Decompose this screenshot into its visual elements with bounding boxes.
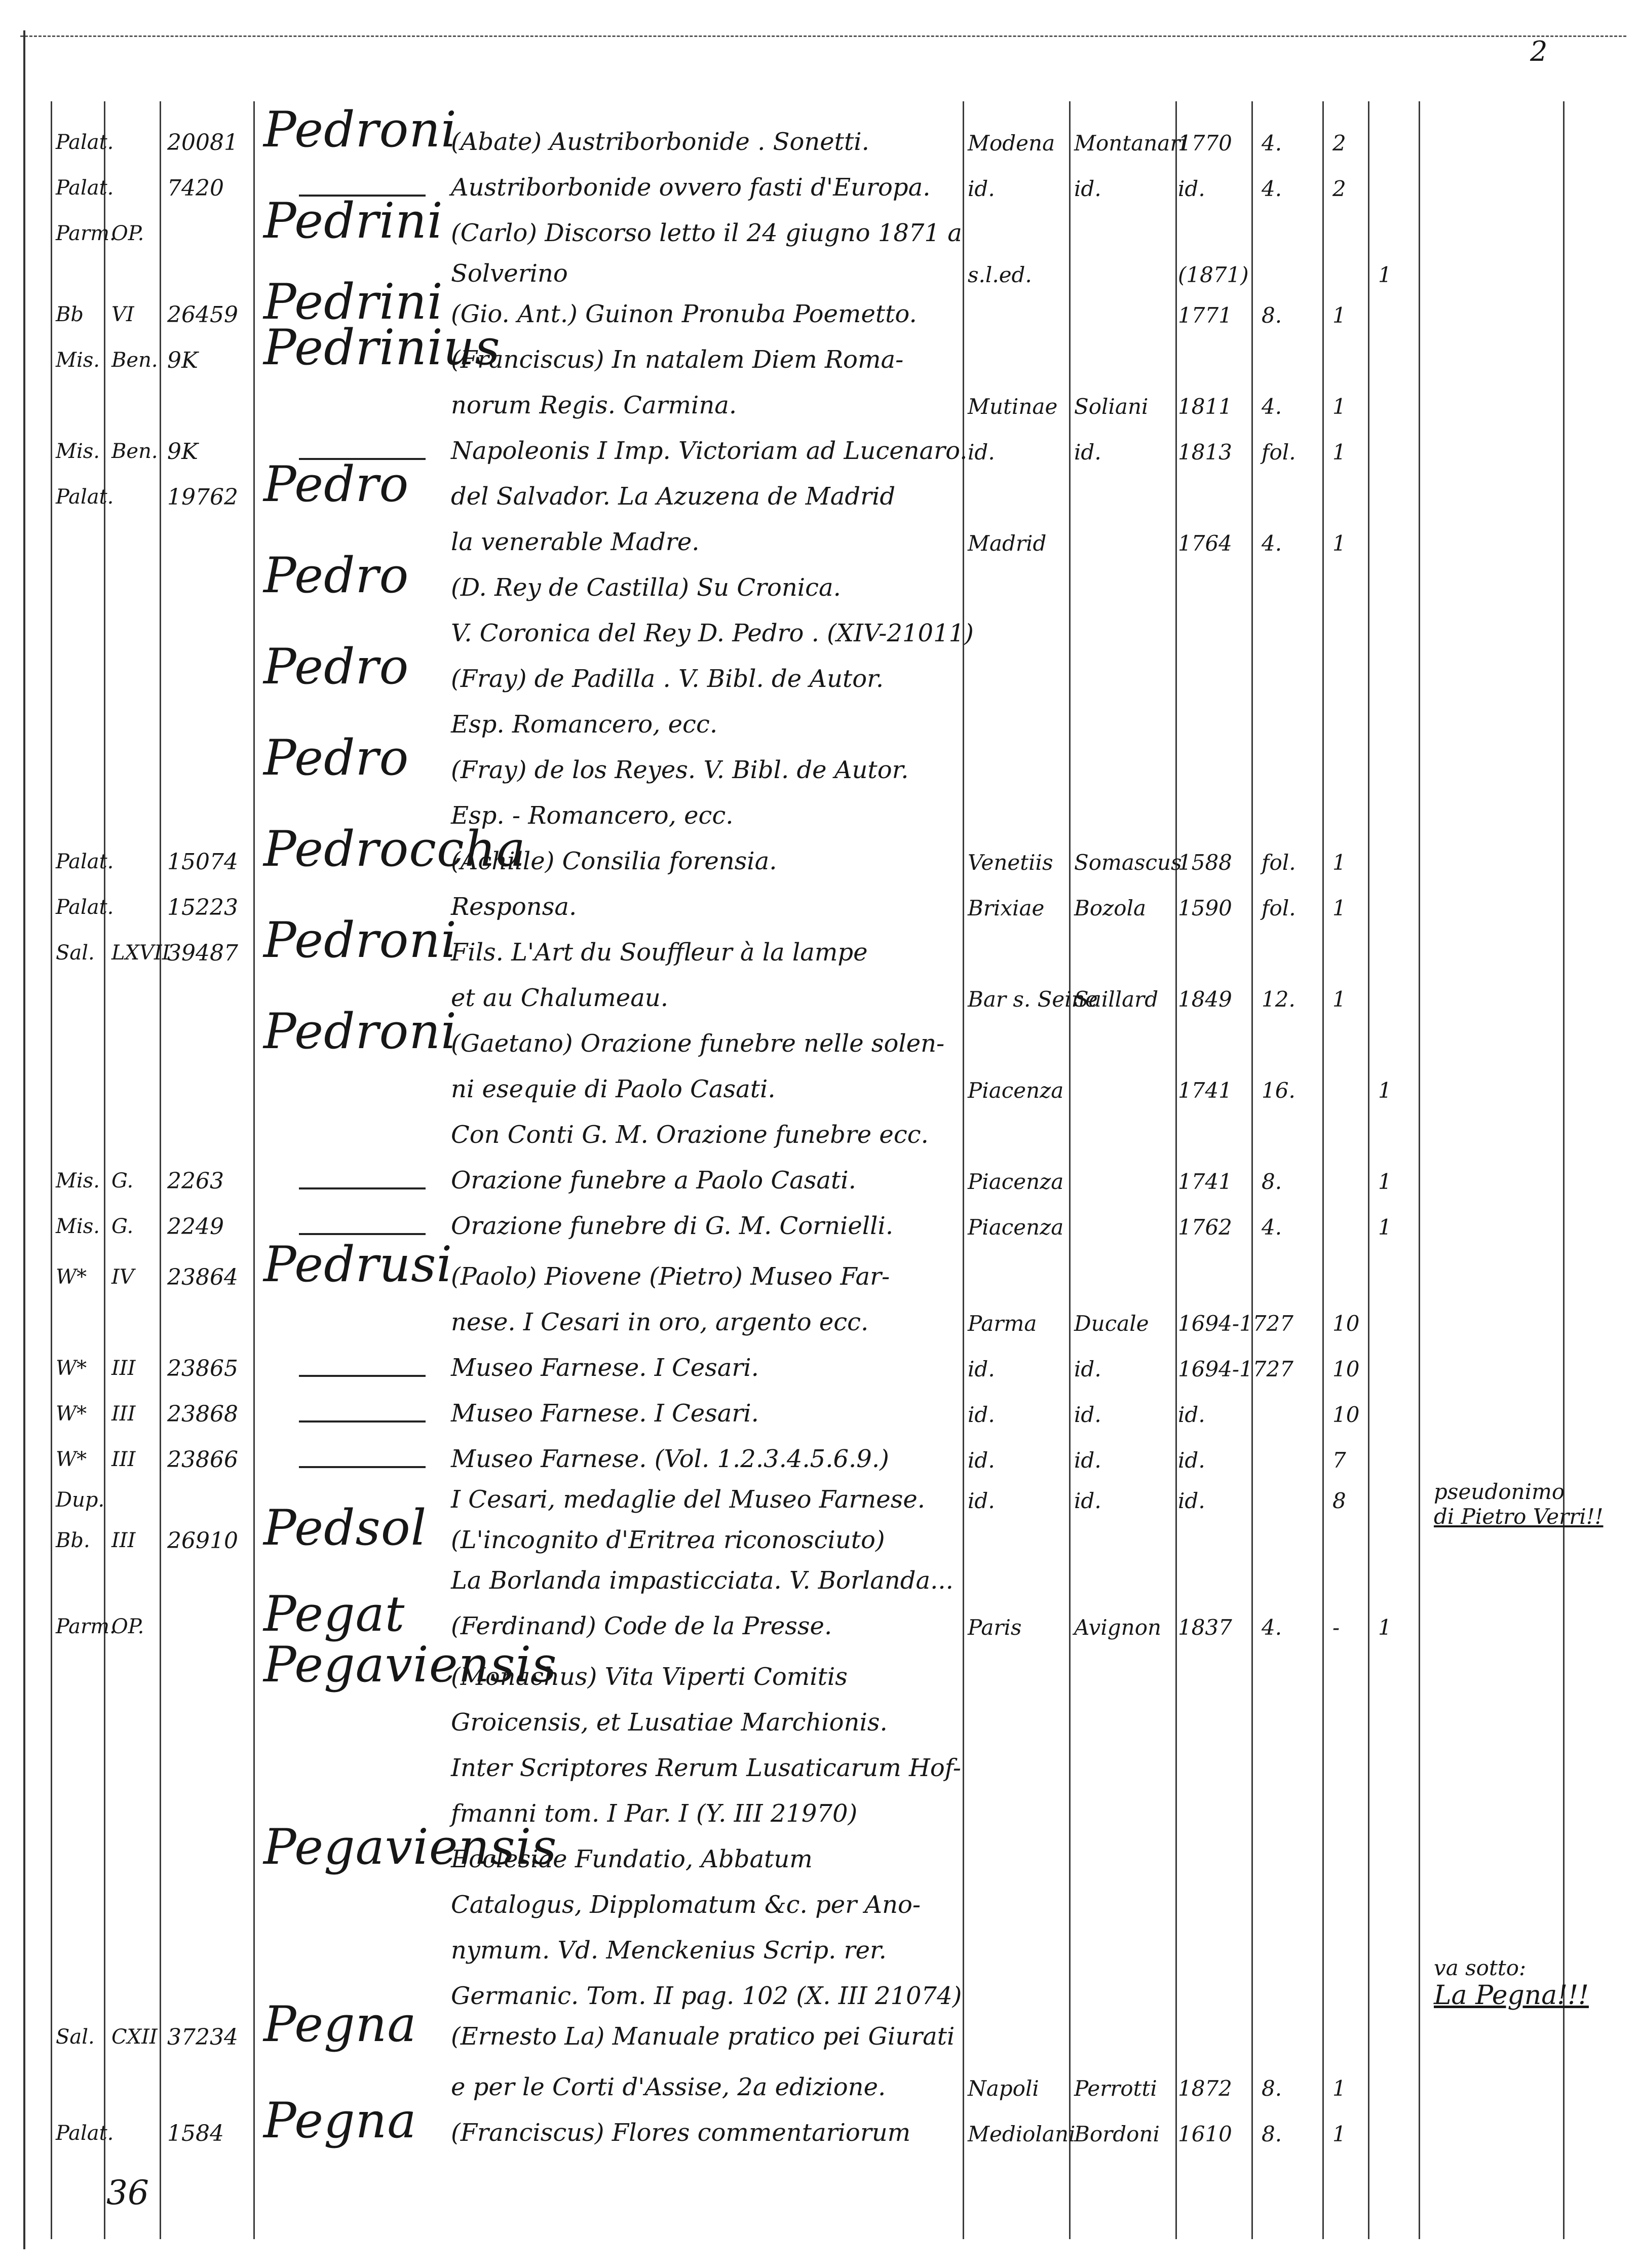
publication-year: 1837 (1178, 1615, 1232, 1640)
book-format: 8. (1262, 2076, 1282, 2101)
page-number: 36 (106, 2173, 149, 2212)
catalog-number: 9K (167, 439, 198, 465)
entry-title: Museo Farnese. I Cesari. (451, 1354, 759, 1382)
place-of-publication: Parma (968, 1311, 1037, 1336)
margin-note-line: di Pietro Verri!! (1434, 1504, 1604, 1529)
entry-title: Con Conti G. M. Orazione funebre ecc. (451, 1121, 929, 1149)
catalog-row (0, 1434, 1640, 1479)
catalog-row (0, 1925, 1640, 1971)
entry-title: Germanic. Tom. II pag. 102 (X. III 21074) (451, 1982, 962, 2010)
ditto-dash (299, 1233, 426, 1235)
copy-count: 1 (1332, 850, 1346, 875)
catalog-row (0, 1155, 1640, 1201)
place-of-publication: Venetiis (968, 850, 1053, 875)
author-name: Pedroni (263, 912, 457, 969)
entry-title: Responsa. (451, 893, 577, 921)
shelf-mark: Sal. (56, 941, 95, 965)
author-name: Pedrinius (263, 319, 501, 376)
shelf-mark: Palat. (56, 131, 114, 154)
place-of-publication: Piacenza (968, 1215, 1064, 1240)
margin-note-pegna (1434, 1955, 1589, 2011)
volume-mark: III (111, 1402, 136, 1426)
catalog-row (0, 380, 1640, 426)
publication-year: 1770 (1178, 131, 1232, 156)
catalog-row (0, 881, 1640, 927)
book-format: 4. (1262, 176, 1282, 201)
place-of-publication: Napoli (968, 2076, 1039, 2101)
catalog-row (0, 517, 1640, 562)
book-format: 4. (1262, 531, 1282, 556)
author-name: Pedsol (263, 1500, 427, 1556)
shelf-mark: Parm. (56, 222, 116, 245)
author-name: Pedro (263, 547, 409, 604)
entry-title: ni esequie di Paolo Casati. (451, 1075, 776, 1103)
catalog-row (0, 1788, 1640, 1834)
entry-title: (Achille) Consilia forensia. (451, 847, 777, 875)
author-name: Pedroni (263, 1003, 457, 1060)
catalog-row (0, 1586, 1640, 1646)
volume-mark: OP. (111, 1615, 144, 1638)
catalog-row (0, 1109, 1640, 1155)
publication-year: 1811 (1178, 394, 1232, 419)
shelf-mark: Palat. (56, 485, 114, 509)
catalog-number: 15223 (167, 895, 238, 920)
printer-name: Montanari (1074, 131, 1187, 156)
publication-year: 1762 (1178, 1215, 1232, 1240)
entry-title: Orazione funebre a Paolo Casati. (451, 1166, 856, 1195)
publication-year: (1871) (1178, 262, 1249, 287)
entry-title: nymum. Vd. Menckenius Scrip. rer. (451, 1936, 887, 1965)
catalog-row (0, 1971, 1640, 2016)
catalog-row (0, 193, 1640, 253)
extra-count: 1 (1378, 1615, 1392, 1640)
ditto-dash (299, 1375, 426, 1377)
catalog-row (0, 1342, 1640, 1388)
publication-year: 1849 (1178, 987, 1232, 1012)
copy-count: 1 (1332, 440, 1346, 465)
copy-count: 2 (1332, 176, 1346, 201)
margin-note-line: va sotto: (1434, 1955, 1527, 1980)
author-name: Pedrocchа (263, 821, 526, 877)
entry-title: (Abate) Austriborbonide . Sonetti. (451, 128, 869, 156)
catalog-number: 20081 (167, 130, 238, 156)
book-format: 8. (1262, 1169, 1282, 1194)
margin-note-line: pseudonimo (1434, 1479, 1565, 1504)
catalog-number: 15074 (167, 849, 238, 875)
entry-title: (Fray) de Padilla . V. Bibl. de Autor. (451, 665, 884, 693)
catalog-row (0, 1879, 1640, 1925)
volume-mark: VI (111, 303, 134, 326)
margin-note-line: La Pegna!!! (1434, 1980, 1589, 2011)
catalog-number: 9K (167, 348, 198, 373)
catalog-row (0, 2092, 1640, 2153)
publication-year: id. (1178, 1488, 1205, 1513)
book-format: 4. (1262, 1215, 1282, 1240)
extra-count: 1 (1378, 1215, 1392, 1240)
volume-mark: CXII (111, 2025, 158, 2049)
catalog-row (0, 1201, 1640, 1246)
entry-title: V. Coronica del Rey D. Pedro . (XIV-21011) (451, 619, 974, 647)
author-name: Pedro (263, 638, 409, 695)
entry-title: Napoleonis I Imp. Victoriam ad Lucenaro. (451, 437, 968, 465)
ditto-dash (299, 1187, 426, 1189)
entry-title: Groicensis, et Lusatiae Marchionis. (451, 1708, 888, 1737)
entry-title: Fils. L'Art du Souffleur à la lampe (451, 938, 868, 967)
catalog-number: 37234 (167, 2024, 238, 2050)
catalog-row (0, 1474, 1640, 1520)
printer-name: Somascus (1074, 850, 1182, 875)
shelf-mark: W* (56, 1265, 87, 1289)
copy-count: 1 (1332, 303, 1346, 328)
copy-count: 1 (1332, 531, 1346, 556)
extra-count: 1 (1378, 1078, 1392, 1103)
shelf-mark: W* (56, 1402, 87, 1426)
entry-title: (Gaetano) Orazione funebre nelle solen- (451, 1029, 945, 1058)
catalog-number: 23865 (167, 1356, 238, 1381)
shelf-mark: W* (56, 1448, 87, 1471)
place-of-publication: id. (968, 440, 995, 465)
entry-title: Museo Farnese. (Vol. 1.2.3.4.5.6.9.) (451, 1445, 889, 1473)
entry-title: (Fray) de los Reyes. V. Bibl. de Autor. (451, 756, 909, 784)
entry-title: (Gio. Ant.) Guinon Pronuba Poemetto. (451, 300, 917, 328)
ditto-dash (299, 1466, 426, 1468)
place-of-publication: s.l.ed. (968, 262, 1032, 287)
catalog-number: 2249 (167, 1214, 224, 1240)
author-name: Pegaviensis (263, 1819, 557, 1875)
book-format: 4. (1262, 394, 1282, 419)
margin-note-verri (1434, 1479, 1603, 1529)
volume-mark: G. (111, 1169, 134, 1193)
book-format: 12. (1262, 987, 1295, 1012)
volume-mark: III (111, 1357, 136, 1380)
author-name: Pedrusi (263, 1236, 453, 1293)
book-format: fol. (1262, 896, 1296, 920)
entry-title: et au Chalumeau. (451, 984, 668, 1012)
printer-name: id. (1074, 440, 1101, 465)
printer-name: Soliani (1074, 394, 1149, 419)
printer-name: id. (1074, 1488, 1101, 1513)
entry-title: norum Regis. Carmina. (451, 391, 737, 419)
volume-mark: IV (111, 1265, 134, 1289)
place-of-publication: Brixiae (968, 896, 1045, 920)
printer-name: id. (1074, 176, 1101, 201)
volume-mark: OP. (111, 222, 144, 245)
entry-title: Museo Farnese. I Cesari. (451, 1399, 759, 1428)
catalog-row (0, 1236, 1640, 1297)
copy-count: 10 (1332, 1357, 1360, 1381)
ditto-dash (299, 1420, 426, 1423)
copy-count: 10 (1332, 1311, 1360, 1336)
catalog-row (0, 608, 1640, 654)
entry-title: (Paolo) Piovene (Pietro) Museo Far- (451, 1262, 890, 1291)
entry-title: I Cesari, medaglie del Museo Farnese. (451, 1485, 925, 1514)
copy-count: 1 (1332, 2076, 1346, 2101)
catalog-row (0, 821, 1640, 881)
catalog-row (0, 248, 1640, 294)
shelf-mark: Mis. (56, 349, 100, 372)
catalog-number: 7420 (167, 175, 224, 201)
entry-title: (Ernesto La) Manuale pratico pei Giurati (451, 2022, 955, 2051)
author-name: Pedro (263, 729, 409, 786)
shelf-mark: W* (56, 1357, 87, 1380)
catalog-row (0, 638, 1640, 699)
extra-count: 1 (1378, 262, 1392, 287)
entry-title: La Borlanda impasticciata. V. Borlanda... (451, 1566, 954, 1595)
catalog-number: 26459 (167, 302, 238, 328)
catalog-number: 39487 (167, 940, 238, 966)
printer-name: Saillard (1074, 987, 1159, 1012)
shelf-mark: Palat. (56, 176, 114, 200)
author-name: Pegat (263, 1586, 405, 1642)
entry-title: (Carlo) Discorso letto il 24 giugno 1871 a (451, 219, 962, 247)
shelf-mark: Palat. (56, 2122, 114, 2145)
catalog-row (0, 1297, 1640, 1342)
catalog-row (0, 699, 1640, 745)
entry-title: Orazione funebre di G. M. Cornielli. (451, 1212, 894, 1240)
volume-mark: Ben. (111, 440, 158, 463)
catalog-row (0, 1697, 1640, 1743)
book-format: 8. (1262, 303, 1282, 328)
author-name: Pegaviensis (263, 1636, 557, 1693)
printer-name: Perrotti (1074, 2076, 1157, 2101)
catalog-row (0, 162, 1640, 208)
catalog-row (0, 1064, 1640, 1109)
place-of-publication: id. (968, 1357, 995, 1381)
shelf-mark: Palat. (56, 896, 114, 919)
book-format: 8. (1262, 2122, 1282, 2146)
place-of-publication: id. (968, 1448, 995, 1473)
volume-mark: III (111, 1529, 136, 1552)
book-format: fol. (1262, 850, 1296, 875)
catalog-number: 26910 (167, 1528, 238, 1554)
place-of-publication: id. (968, 176, 995, 201)
entry-title: Esp. - Romancero, ecc. (451, 801, 734, 830)
copy-count: 1 (1332, 987, 1346, 1012)
catalog-row (0, 547, 1640, 608)
catalog-row (0, 101, 1640, 162)
author-name: Pedrini (263, 274, 443, 330)
author-name: Pedroni (263, 101, 457, 158)
copy-count: 1 (1332, 394, 1346, 419)
shelf-mark: Dup. (56, 1488, 105, 1512)
author-name: Pedro (263, 456, 409, 513)
shelf-mark: Mis. (56, 1215, 100, 1238)
volume-mark: LXVII (111, 941, 170, 965)
printer-name: Bozola (1074, 896, 1147, 920)
place-of-publication: Mediolani (968, 2122, 1076, 2146)
entry-title: Inter Scriptores Rerum Lusaticarum Hof- (451, 1754, 962, 1782)
catalog-number: 19762 (167, 484, 238, 510)
place-of-publication: Piacenza (968, 1078, 1064, 1103)
volume-mark: Ben. (111, 349, 158, 372)
publication-year: 1872 (1178, 2076, 1232, 2101)
top-dashed-rule (20, 35, 1626, 37)
shelf-mark: Bb (56, 303, 84, 326)
printer-name: Bordoni (1074, 2122, 1160, 2146)
place-of-publication: Paris (968, 1615, 1022, 1640)
publication-year: id. (1178, 1402, 1205, 1427)
catalog-row (0, 1388, 1640, 1434)
place-of-publication: id. (968, 1402, 995, 1427)
catalog-row (0, 790, 1640, 836)
copy-count: 7 (1332, 1448, 1346, 1473)
catalog-number: 23864 (167, 1264, 238, 1290)
shelf-mark: Mis. (56, 440, 100, 463)
author-name: Pegna (263, 1996, 417, 2053)
publication-year: 1590 (1178, 896, 1232, 920)
shelf-mark: Palat. (56, 850, 114, 873)
entry-title: (L'incognito d'Eritrea riconosciuto) (451, 1526, 885, 1554)
volume-mark: G. (111, 1215, 134, 1238)
entry-title: nese. I Cesari in oro, argento ecc. (451, 1308, 869, 1336)
book-format: 4. (1262, 131, 1282, 156)
catalog-row (0, 729, 1640, 790)
publication-year: 1610 (1178, 2122, 1232, 2146)
catalog-row (0, 912, 1640, 973)
entry-title: Solverino (451, 259, 568, 288)
publication-year: 1741 (1178, 1169, 1232, 1194)
entry-title: del Salvador. La Azuzena de Madrid (451, 482, 896, 511)
corner-mark: 2 (1530, 35, 1548, 67)
printer-name: id. (1074, 1448, 1101, 1473)
copy-count: 2 (1332, 131, 1346, 156)
entry-title: la venerable Madre. (451, 528, 700, 556)
printer-name: Avignon (1074, 1615, 1162, 1640)
copy-count: - (1332, 1615, 1340, 1640)
catalog-number: 23866 (167, 1447, 238, 1473)
author-name: Pedrini (263, 193, 443, 249)
catalog-row (0, 1819, 1640, 1879)
entry-title: (Monachus) Vita Viperti Comitis (451, 1663, 848, 1691)
place-of-publication: Madrid (968, 531, 1047, 556)
copy-count: 8 (1332, 1488, 1346, 1513)
copy-count: 10 (1332, 1402, 1360, 1427)
catalog-number: 23868 (167, 1401, 238, 1427)
place-of-publication: Modena (968, 131, 1055, 156)
copy-count: 1 (1332, 896, 1346, 920)
printer-name: Ducale (1074, 1311, 1149, 1336)
catalog-row (0, 2062, 1640, 2107)
publication-year: 1741 (1178, 1078, 1232, 1103)
catalog-row (0, 319, 1640, 380)
entry-title: (D. Rey de Castilla) Su Cronica. (451, 573, 841, 602)
shelf-mark: Bb. (56, 1529, 90, 1552)
entry-title: e per le Corti d'Assise, 2a edizione. (451, 2073, 886, 2101)
author-name: Pegna (263, 2092, 417, 2149)
shelf-mark: Sal. (56, 2025, 95, 2049)
catalog-row (0, 1636, 1640, 1697)
publication-year: id. (1178, 176, 1205, 201)
entry-title: (Franciscus) Flores commentariorum (451, 2119, 911, 2147)
publication-year: 1694-1727 (1178, 1357, 1293, 1381)
entry-title: Ecclesiae Fundatio, Abbatum (451, 1845, 813, 1873)
publication-year: 1588 (1178, 850, 1232, 875)
book-format: 4. (1262, 1615, 1282, 1640)
publication-year: 1764 (1178, 531, 1232, 556)
entry-title: (Ferdinand) Code de la Presse. (451, 1612, 832, 1640)
entry-title: fmanni tom. I Par. I (Y. III 21970) (451, 1799, 858, 1828)
catalog-row (0, 426, 1640, 471)
catalog-row (0, 1003, 1640, 1064)
publication-year: 1694-1727 (1178, 1311, 1293, 1336)
catalog-number: 2263 (167, 1168, 224, 1194)
printer-name: id. (1074, 1357, 1101, 1381)
publication-year: id. (1178, 1448, 1205, 1473)
shelf-mark: Mis. (56, 1169, 100, 1193)
volume-mark: III (111, 1448, 136, 1471)
extra-count: 1 (1378, 1169, 1392, 1194)
place-of-publication: Mutinae (968, 394, 1058, 419)
catalog-row (0, 973, 1640, 1018)
entry-title: Esp. Romancero, ecc. (451, 710, 718, 739)
catalog-row (0, 456, 1640, 517)
book-format: fol. (1262, 440, 1296, 465)
shelf-mark: Parm. (56, 1615, 116, 1638)
publication-year: 1813 (1178, 440, 1232, 465)
book-format: 16. (1262, 1078, 1295, 1103)
place-of-publication: id. (968, 1488, 995, 1513)
copy-count: 1 (1332, 2122, 1346, 2146)
publication-year: 1771 (1178, 303, 1232, 328)
catalog-number: 1584 (167, 2121, 224, 2146)
entry-title: Catalogus, Dipplomatum &c. per Ano- (451, 1891, 921, 1919)
entry-title: (Franciscus) In natalem Diem Roma- (451, 345, 904, 374)
place-of-publication: Bar s. Seine (968, 987, 1098, 1012)
place-of-publication: Piacenza (968, 1169, 1064, 1194)
printer-name: id. (1074, 1402, 1101, 1427)
catalog-row (0, 1743, 1640, 1788)
entry-title: Austriborbonide ovvero fasti d'Europa. (451, 173, 931, 202)
catalog-row (0, 1555, 1640, 1601)
